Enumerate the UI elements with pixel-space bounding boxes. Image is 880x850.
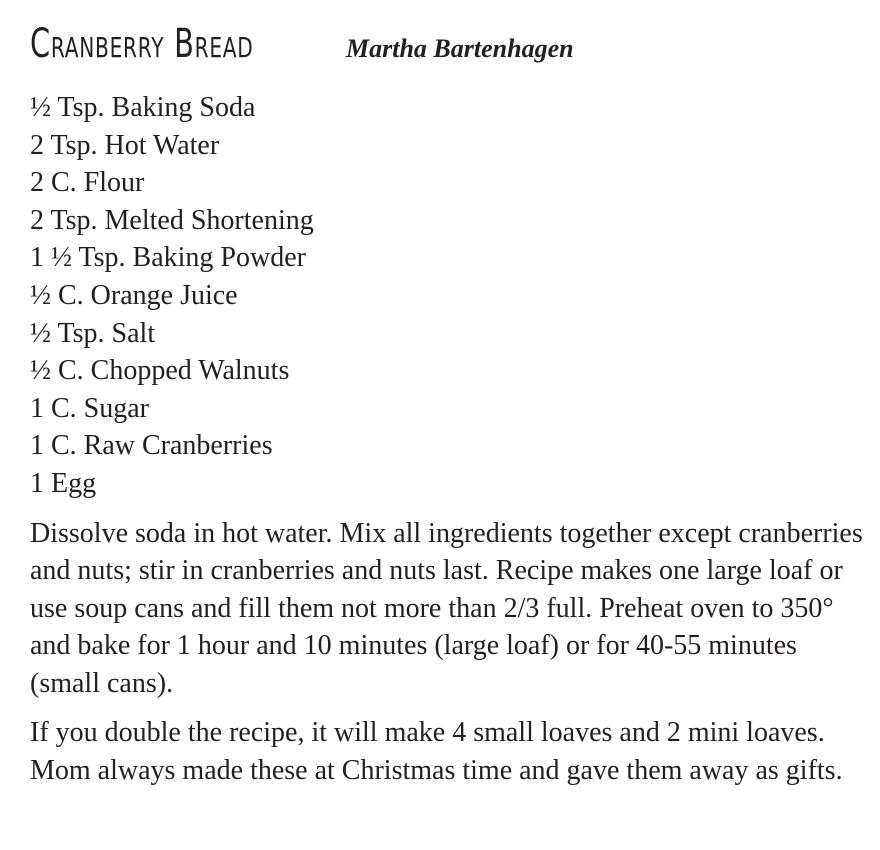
recipe-note: If you double the recipe, it will make 4 small loaves and 2 mini loaves. Mom always made these at Christmas time and gave them away as gifts. (30, 717, 843, 786)
ingredient-item: 1 C. Sugar (30, 392, 149, 424)
ingredient-item: ½ Tsp. Salt (30, 317, 156, 349)
recipe-instructions: Dissolve soda in hot water. Mix all ingredients together except cranberries and nuts; stir in cranberries and nuts last. Recipe makes one large loaf or use soup cans and fill them not more than 2/3 full. Preheat oven to 350° and bake for 1 hour and 10 minutes (large loaf) or for 40-55 minutes (small cans). (30, 517, 863, 699)
ingredient-item: ½ C. Orange Juice (30, 279, 238, 311)
ingredient-item: ½ Tsp. Baking Soda (30, 92, 256, 123)
ingredient-item: 2 Tsp. Melted Shortening (30, 204, 314, 236)
ingredient-item: 2 C. Flour (30, 167, 145, 199)
recipe-header (30, 8, 865, 80)
ingredient-item: 1 C. Raw Cranberries (30, 430, 273, 462)
recipe-author: Martha Bartenhagen (346, 34, 574, 63)
ingredient-item: ½ C. Chopped Walnuts (30, 355, 290, 387)
ingredient-list (30, 89, 865, 503)
ingredient-item: 2 Tsp. Hot Water (30, 129, 220, 161)
recipe-card (30, 8, 865, 789)
recipe-title: Cranberry Bread (30, 21, 254, 67)
ingredient-item: 1 ½ Tsp. Baking Powder (30, 242, 306, 274)
ingredient-item: 1 Egg (30, 467, 97, 499)
